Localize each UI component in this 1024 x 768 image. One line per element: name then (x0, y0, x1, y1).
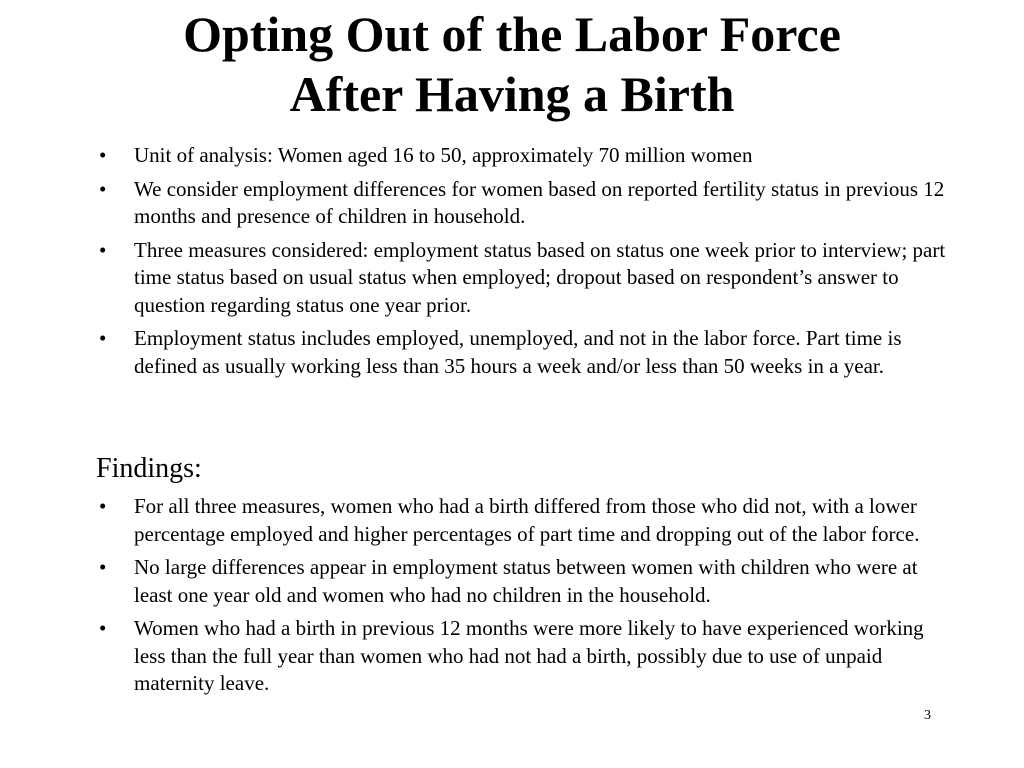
findings-bullet-list (96, 493, 956, 704)
bullet-text: We consider employment differences for women based on reported fertility status in previous 12 months and presence of children in household. (134, 176, 945, 228)
bullet-text: Three measures considered: employment status based on status one week prior to interview; part time status based on usual status when employed; dropout based on respondent’s answer to question regarding status one year prior. (134, 237, 946, 317)
slide-title (0, 4, 1024, 124)
bullet-icon: • (99, 616, 107, 640)
bullet-text: For all three measures, women who had a birth differed from those who did not, with a lower percentage employed and higher percentages of part time and dropping out of the labor force. (134, 494, 920, 546)
list-item (96, 325, 956, 380)
bullet-text: No large differences appear in employment status between women with children who were at least one year old and women who had no children in the household. (134, 555, 918, 607)
list-item (96, 142, 956, 170)
bullet-icon: • (99, 176, 107, 201)
title-line-1: Opting Out of the Labor Force (183, 6, 841, 62)
bullet-text: Women who had a birth in previous 12 months were more likely to have experienced working less than the full year than women who had not had a birth, possibly due to use of unpaid maternity leave. (134, 616, 924, 695)
bullet-icon: • (99, 143, 107, 167)
bullet-icon: • (99, 494, 107, 518)
list-item (96, 615, 956, 698)
list-item (96, 237, 956, 320)
bullet-text: Employment status includes employed, unemployed, and not in the labor force. Part time is defined as usually working less than 35 hours a week and/or less than 50 weeks in a year. (134, 326, 902, 378)
bullet-icon: • (99, 237, 107, 262)
list-item (96, 176, 956, 231)
bullet-icon: • (99, 555, 107, 579)
bullet-icon: • (99, 326, 107, 350)
page-number: 3 (924, 708, 931, 723)
bullet-text: Unit of analysis: Women aged 16 to 50, approximately 70 million women (134, 143, 753, 167)
list-item (96, 493, 956, 548)
intro-bullet-list (96, 142, 956, 386)
title-line-2: After Having a Birth (289, 66, 735, 122)
findings-heading: Findings: (96, 453, 202, 484)
list-item (96, 554, 956, 609)
